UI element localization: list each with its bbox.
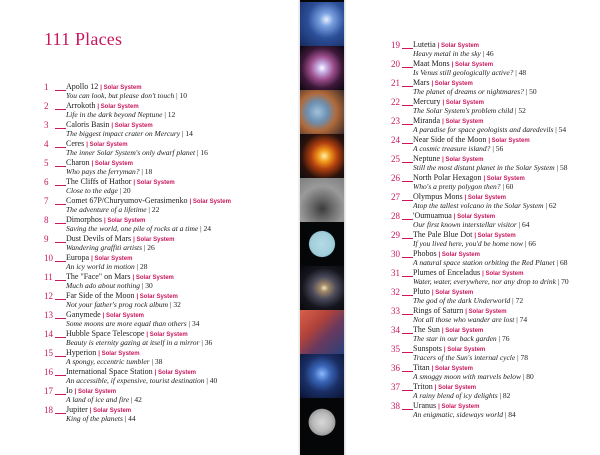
entry-page-number: 12 [167, 110, 176, 119]
entry-page-number: 40 [209, 376, 218, 385]
separator: | [134, 262, 141, 271]
entry-number: 3 [44, 120, 66, 130]
entry-page-number: 10 [179, 91, 187, 100]
entry-tagline-line [66, 338, 212, 348]
entry-name: Dimorphos [66, 215, 102, 224]
entry-page-number: 78 [520, 353, 528, 362]
separator: | [523, 87, 530, 96]
entry-tagline: Who's a pretty polygon then? [413, 182, 501, 191]
entry-name: Charon [66, 158, 90, 167]
entry-category: | Solar System [146, 332, 188, 338]
entry-number: 6 [44, 177, 66, 187]
entry-name: International Space Station [66, 367, 153, 376]
entry-number: 15 [44, 348, 66, 358]
entry-number: 33 [391, 306, 413, 316]
entry-tagline-line [413, 182, 513, 192]
entry-category: | Solar System [189, 199, 231, 205]
entry-tagline: King of the planets [66, 414, 123, 423]
entry-tagline-line [66, 129, 193, 139]
entry-name: Miranda [413, 116, 441, 125]
entry-number: 21 [391, 78, 413, 88]
entry-page-number: 62 [548, 201, 557, 210]
entry-number: 7 [44, 196, 66, 206]
page-title: 111 Places [44, 29, 123, 49]
entry-category: | Solar System [483, 176, 525, 182]
entry-tagline: Not all those who wander are lost [413, 315, 515, 324]
entry-tagline: Not your father's prog rock album [66, 300, 169, 309]
entry-category: | Solar System [100, 85, 142, 91]
separator: | [516, 220, 523, 229]
entry-name: Lutetia [413, 40, 436, 49]
entry-category: | Solar System [154, 370, 197, 376]
entry-tagline-line [66, 300, 181, 310]
entry-tagline-line [413, 239, 536, 249]
entry-name: 'Oumuamua [413, 211, 452, 220]
separator: | [198, 224, 204, 233]
entry-number: 4 [44, 139, 66, 149]
entry-tagline: A spongy, eccentric tumbler [66, 357, 150, 366]
separator: | [139, 167, 145, 176]
entry-tagline-line [413, 87, 537, 97]
entry-tagline: An enigmatic, sideways world [413, 410, 503, 419]
entry-name: Olympus Mons [413, 192, 463, 201]
image-strip [300, 0, 344, 455]
entry-page-number: 80 [526, 372, 534, 381]
entry-tagline-line [66, 281, 153, 291]
separator: | [149, 357, 155, 366]
separator: | [129, 395, 135, 404]
separator: | [514, 315, 520, 324]
entry-page-number: 56 [495, 144, 504, 153]
entry-category: | Solar System [102, 313, 145, 319]
separator: | [117, 186, 124, 195]
entry-category: | Solar System [133, 237, 175, 243]
entry-page-number: 52 [518, 106, 526, 115]
entry-name: Mars [413, 78, 430, 87]
separator: | [146, 205, 152, 214]
entry-number: 16 [44, 367, 66, 377]
entry-tagline: Life in the dark beyond Neptune [66, 110, 163, 119]
entry-name: Uranus [413, 401, 437, 410]
entry-page-number: 70 [561, 277, 569, 286]
entry-category: | Solar System [451, 62, 494, 68]
entry-number: 9 [44, 234, 66, 244]
entry-page-number: 24 [203, 224, 211, 233]
crater-surface-image [300, 178, 344, 222]
separator: | [543, 201, 549, 210]
entry-category: | Solar System [86, 142, 128, 148]
entry-name: Phobos [413, 249, 437, 258]
entry-page-number: 16 [200, 148, 208, 157]
entry-tagline-line [66, 262, 148, 272]
entry-page-number: 68 [560, 258, 568, 267]
entry-page-number: 82 [502, 391, 511, 400]
entry-category: | Solar System [434, 385, 477, 391]
entry-tagline-line [413, 144, 503, 154]
entry-name: Mercury [413, 97, 441, 106]
separator: | [490, 144, 496, 153]
entry-category: | Solar System [437, 43, 480, 49]
entry-page-number: 28 [140, 262, 148, 271]
separator: | [510, 296, 516, 305]
entry-name: Rings of Saturn [413, 306, 464, 315]
entry-number: 30 [391, 249, 413, 259]
entry-number: 11 [44, 272, 66, 282]
entry-category: | Solar System [442, 119, 484, 125]
spiral-galaxy-image [300, 266, 344, 310]
entry-category: | Solar System [465, 309, 507, 315]
separator: | [554, 163, 560, 172]
entry-tagline: A rainy blend of icy delights [413, 391, 498, 400]
entry-tagline: Wandering graffiti artists [66, 243, 142, 252]
separator: | [554, 258, 560, 267]
entry-page-number: 26 [147, 243, 155, 252]
separator: | [496, 334, 502, 343]
entry-category: | Solar System [89, 408, 132, 414]
entry-tagline: Some moons are more equal than others [66, 319, 187, 328]
entry-tagline-line [413, 410, 516, 420]
entry-tagline-line [66, 319, 199, 329]
entry-page-number: 48 [518, 68, 527, 77]
entry-number: 27 [391, 192, 413, 202]
star-cluster-image [300, 354, 344, 398]
entry-name: Near Side of the Moon [413, 135, 487, 144]
entry-page-number: 36 [204, 338, 213, 347]
separator: | [513, 106, 519, 115]
uranus-image [300, 222, 344, 266]
entry-category: | Solar System [488, 138, 530, 144]
entry-name: Europa [66, 253, 90, 262]
entry-name: Neptune [413, 154, 441, 163]
entry-number: 13 [44, 310, 66, 320]
entry-tagline: Our first known interstellar visitor [413, 220, 517, 229]
entry-page-number: 54 [558, 125, 567, 134]
entry-tagline: The inner Solar System's only dwarf planet [66, 148, 196, 157]
entry-number: 24 [391, 135, 413, 145]
entry-tagline: Who pays the ferryman? [66, 167, 140, 176]
entry-tagline: The biggest impact crater on Mercury [66, 129, 181, 138]
entry-tagline-line [413, 220, 530, 230]
separator: | [199, 338, 205, 347]
entry-tagline: Water, water, everywhere, nor any drop to drink [413, 277, 556, 286]
entry-tagline-line [66, 224, 211, 234]
entry-number: 2 [44, 101, 66, 111]
entry-page-number: 46 [486, 49, 494, 58]
entry-tagline-line [413, 296, 523, 306]
separator: | [503, 410, 509, 419]
entry-name: Ceres [66, 139, 85, 148]
entry-page-number: 84 [508, 410, 516, 419]
separator: | [555, 277, 562, 286]
entry-number: 10 [44, 253, 66, 263]
entry-page-number: 44 [128, 414, 136, 423]
entry-name: Far Side of the Moon [66, 291, 135, 300]
entry-name: The Sun [413, 325, 440, 334]
entry-category: | Solar System [133, 180, 175, 186]
entry-page-number: 22 [151, 205, 160, 214]
entry-name: Dust Devils of Mars [66, 234, 132, 243]
entry-tagline: A natural space station orbiting the Red Planet [413, 258, 555, 267]
entry-tagline-line [66, 148, 208, 158]
entry-number: 26 [391, 173, 413, 183]
entry-name: Maat Mons [413, 59, 450, 68]
separator: | [523, 239, 529, 248]
entry-category: | Solar System [441, 328, 484, 334]
entry-name: Caloris Basin [66, 120, 110, 129]
entry-page-number: 66 [528, 239, 536, 248]
entry-tagline-line [413, 372, 534, 382]
entry-tagline: If you lived here, you'd be home now [413, 239, 524, 248]
entry-category: | Solar System [442, 100, 484, 106]
entry-number: 29 [391, 230, 413, 240]
separator: | [195, 148, 201, 157]
entry-page-number: 18 [144, 167, 153, 176]
entry-name: The "Face" on Mars [66, 272, 131, 281]
entry-category: | Solar System [438, 404, 480, 410]
entry-number: 18 [44, 405, 66, 415]
entry-tagline: The Solar System's problem child [413, 106, 514, 115]
entry-number: 1 [44, 82, 66, 92]
entry-tagline: Beauty is eternity gazing at itself in a mirror [66, 338, 200, 347]
entry-tagline-line [66, 91, 187, 101]
crab-nebula-image [300, 90, 344, 134]
entry-category: | Solar System [438, 252, 480, 258]
entry-number: 31 [391, 268, 413, 278]
entry-name: Sunspots [413, 344, 442, 353]
entry-tagline-line [413, 125, 566, 135]
entry-category: | Solar System [132, 275, 174, 281]
entry-tagline: The god of the dark Underworld [413, 296, 511, 305]
entry-tagline: Close to the edge [66, 186, 118, 195]
entry-category: | Solar System [91, 256, 133, 262]
entry-page-number: 38 [154, 357, 163, 366]
entry-tagline: The planet of dreams or nightmares? [413, 87, 524, 96]
red-star-image [300, 134, 344, 178]
entry-tagline-line [413, 334, 509, 344]
entry-page-number: 64 [522, 220, 530, 229]
entry-tagline: You can look, but please don't touch [66, 91, 175, 100]
entry-tagline: Still the most distant planet in the Solar System [413, 163, 555, 172]
entry-tagline-line [413, 106, 526, 116]
entry-category: | Solar System [98, 351, 140, 357]
separator: | [168, 300, 174, 309]
entry-number: 20 [391, 59, 413, 69]
entry-number: 25 [391, 154, 413, 164]
entry-category: | Solar System [453, 214, 496, 220]
separator: | [186, 319, 192, 328]
entry-tagline-line [413, 391, 510, 401]
separator: | [122, 414, 129, 423]
entry-number: 22 [391, 97, 413, 107]
left-page [0, 0, 298, 455]
entry-tagline: A cosmic treasure island? [413, 144, 491, 153]
entry-name: Plumes of Enceladus [413, 268, 481, 277]
entry-name: Hyperion [66, 348, 97, 357]
entry-name: The Cliffs of Hathor [66, 177, 132, 186]
entry-category: | Solar System [431, 290, 474, 296]
entry-tagline-line [413, 277, 569, 287]
entry-name: Titan [413, 363, 430, 372]
entry-tagline: Heavy metal in the sky [413, 49, 481, 58]
entry-category: | Solar System [104, 218, 146, 224]
moon-image [300, 398, 344, 442]
entry-number: 5 [44, 158, 66, 168]
entry-tagline: An accessible, if expensive, tourist destination [66, 376, 205, 385]
entry-tagline: An icy world in motion [66, 262, 135, 271]
entry-name: North Polar Hexagon [413, 173, 482, 182]
entry-page-number: 30 [145, 281, 153, 290]
entry-tagline-line [66, 395, 142, 405]
entry-name: Triton [413, 382, 433, 391]
entry-tagline-line [413, 353, 528, 363]
entry-name: Arrokoth [66, 101, 96, 110]
entry-tagline: Saving the world, one pile of rocks at a time [66, 224, 199, 233]
separator: | [513, 68, 519, 77]
entry-tagline-line [66, 110, 175, 120]
entry-category: | Solar System [91, 161, 133, 167]
entry-tagline: A paradise for space geologists and daredevils [413, 125, 554, 134]
separator: | [500, 182, 506, 191]
separator: | [180, 129, 186, 138]
entry-tagline-line [413, 315, 527, 325]
entry-category: | Solar System [482, 271, 524, 277]
separator: | [142, 243, 148, 252]
entry-page-number: 76 [501, 334, 510, 343]
entry-number: 36 [391, 363, 413, 373]
entry-number: 28 [391, 211, 413, 221]
entry-category: | Solar System [464, 195, 506, 201]
entry-number: 38 [391, 401, 413, 411]
entry-page-number: 14 [185, 129, 193, 138]
entry-page-number: 74 [519, 315, 528, 324]
entry-category: | Solar System [74, 389, 117, 395]
entry-page-number: 42 [134, 395, 142, 404]
entry-tagline-line [413, 258, 568, 268]
entry-category: | Solar System [111, 123, 153, 129]
entry-tagline-line [66, 414, 136, 424]
entry-tagline-line [66, 186, 131, 196]
entry-page-number: 58 [559, 163, 568, 172]
entry-page-number: 60 [505, 182, 514, 191]
entry-tagline-line [413, 163, 567, 173]
entry-category: | Solar System [442, 157, 484, 163]
entry-name: Pluto [413, 287, 430, 296]
entry-tagline-line [66, 357, 162, 367]
entry-category: | Solar System [443, 347, 486, 353]
entry-tagline: The adventure of a lifetime [66, 205, 147, 214]
separator: | [139, 281, 146, 290]
entry-category: | Solar System [97, 104, 139, 110]
separator: | [174, 91, 180, 100]
entry-name: Ganymede [66, 310, 101, 319]
entry-page-number: 20 [123, 186, 131, 195]
entry-tagline-line [66, 205, 159, 215]
entry-category: | Solar System [136, 294, 178, 300]
entry-name: Apollo 12 [66, 82, 99, 91]
separator: | [480, 49, 487, 58]
entry-number: 14 [44, 329, 66, 339]
entry-name: Jupiter [66, 405, 88, 414]
separator: | [515, 353, 521, 362]
entry-number: 12 [44, 291, 66, 301]
entry-tagline: Much ado about nothing [66, 281, 140, 290]
entry-number: 34 [391, 325, 413, 335]
entry-tagline: A land of ice and fire [66, 395, 130, 404]
entry-number: 19 [391, 40, 413, 50]
entry-page-number: 72 [515, 296, 524, 305]
entry-category: | Solar System [431, 81, 473, 87]
comet-jet-image [300, 2, 344, 46]
entry-tagline-line [66, 376, 217, 386]
entry-name: The Pale Blue Dot [413, 230, 473, 239]
separator: | [553, 125, 559, 134]
entry-number: 32 [391, 287, 413, 297]
separator: | [162, 110, 168, 119]
entry-number: 23 [391, 116, 413, 126]
separator: | [204, 376, 210, 385]
entry-number: 37 [391, 382, 413, 392]
entry-tagline-line [66, 243, 155, 253]
entry-number: 35 [391, 344, 413, 354]
entry-page-number: 34 [191, 319, 200, 328]
entry-tagline-line [413, 68, 526, 78]
entry-number: 8 [44, 215, 66, 225]
separator: | [497, 391, 503, 400]
entry-tagline: The star in our back garden [413, 334, 497, 343]
entry-tagline: A smoggy moon with marvels below [413, 372, 521, 381]
entry-name: Io [66, 386, 73, 395]
entry-tagline: Atop the tallest volcano in the Solar System [413, 201, 544, 210]
entry-page-number: 50 [529, 87, 537, 96]
entry-tagline-line [66, 167, 152, 177]
entry-tagline: Tracers of the Sun's internal cycle [413, 353, 516, 362]
entry-tagline-line [413, 49, 494, 59]
red-nebula-image [300, 310, 344, 354]
entry-category: | Solar System [431, 366, 473, 372]
entry-page-number: 32 [173, 300, 181, 309]
entry-name: Hubble Space Telescope [66, 329, 145, 338]
separator: | [520, 372, 527, 381]
entry-tagline-line [413, 201, 556, 211]
entry-tagline: Is Venus still geologically active? [413, 68, 514, 77]
entry-number: 17 [44, 386, 66, 396]
entry-name: Comet 67P/Churyumov-Gerasimenko [66, 196, 188, 205]
right-page [346, 0, 600, 455]
planetary-nebula-image [300, 46, 344, 90]
entry-category: | Solar System [474, 233, 516, 239]
